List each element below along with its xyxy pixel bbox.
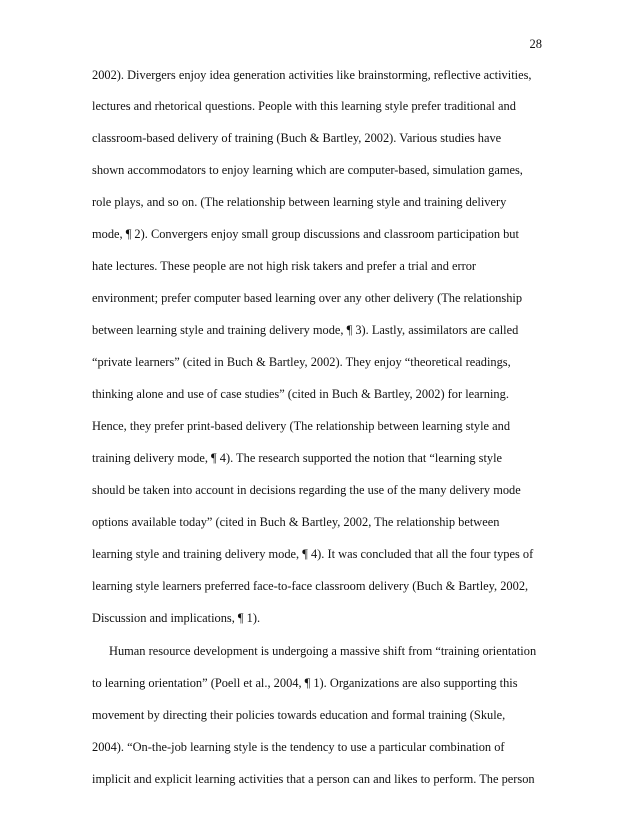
- text-line: between learning style and training delivery mode, ¶ 3). Lastly, assimilators are called: [92, 323, 519, 337]
- text-line: “private learners” (cited in Buch & Bartley, 2002). They enjoy “theoretical readings,: [92, 355, 511, 369]
- text-line: to learning orientation” (Poell et al., 2004, ¶ 1). Organizations are also supporting this: [92, 676, 518, 690]
- text-line: 2002). Divergers enjoy idea generation activities like brainstorming, reflective activities,: [92, 68, 532, 82]
- text-line: movement by directing their policies towards education and formal training (Skule,: [92, 708, 506, 722]
- text-line: training delivery mode, ¶ 4). The research supported the notion that “learning style: [92, 451, 503, 465]
- text-line: classroom-based delivery of training (Buch & Bartley, 2002). Various studies have: [92, 131, 502, 145]
- page-number: 28: [529, 37, 542, 51]
- text-line: should be taken into account in decisions regarding the use of the many delivery mode: [92, 483, 521, 497]
- text-line: 2004). “On-the-job learning style is the tendency to use a particular combination of: [92, 740, 505, 754]
- text-line: lectures and rhetorical questions. People with this learning style prefer traditional and: [92, 99, 516, 113]
- text-line: mode, ¶ 2). Convergers enjoy small group discussions and classroom participation but: [92, 227, 519, 241]
- text-line: Human resource development is undergoing a massive shift from “training orientation: [109, 644, 537, 658]
- text-line: Hence, they prefer print-based delivery (The relationship between learning style and: [92, 419, 511, 433]
- text-line: learning style learners preferred face-to-face classroom delivery (Buch & Bartley, 2002,: [92, 579, 529, 593]
- text-line: learning style and training delivery mode, ¶ 4). It was concluded that all the four types of: [92, 547, 534, 561]
- text-line: Discussion and implications, ¶ 1).: [92, 611, 261, 625]
- text-line: options available today” (cited in Buch & Bartley, 2002, The relationship between: [92, 515, 500, 529]
- text-line: environment; prefer computer based learning over any other delivery (The relationship: [92, 291, 523, 305]
- text-line: hate lectures. These people are not high risk takers and prefer a trial and error: [92, 259, 477, 273]
- text-line: thinking alone and use of case studies” (cited in Buch & Bartley, 2002) for learning.: [92, 387, 509, 401]
- text-line: implicit and explicit learning activities that a person can and likes to perform. The person: [92, 772, 535, 786]
- text-line: role plays, and so on. (The relationship between learning style and training delivery: [92, 195, 507, 209]
- text-line: shown accommodators to enjoy learning which are computer-based, simulation games,: [92, 163, 523, 177]
